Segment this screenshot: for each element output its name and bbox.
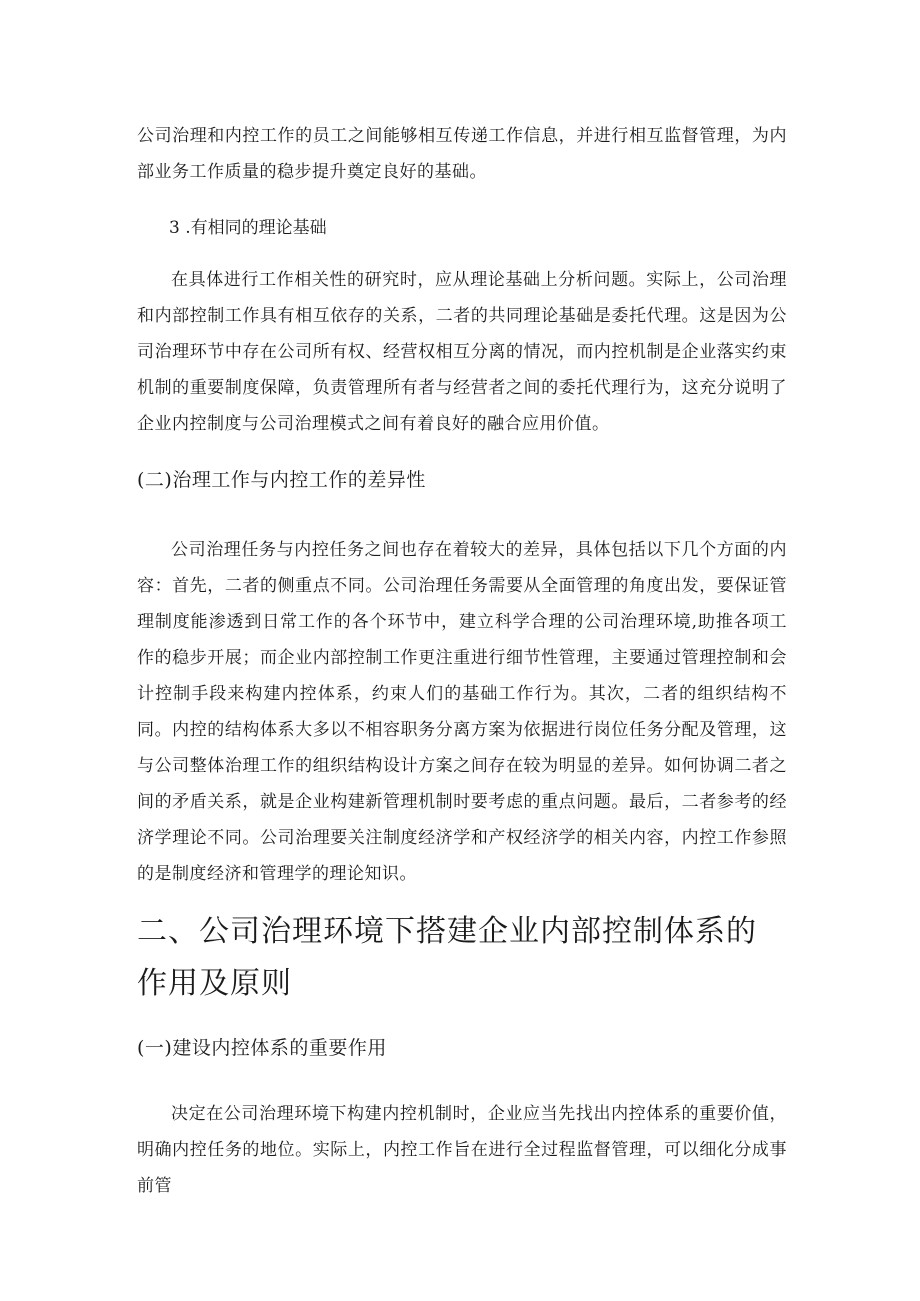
paragraph-intro: 公司治理和内控工作的员工之间能够相互传递工作信息，并进行相互监督管理，为内部业务工作质量的稳步提升奠定良好的基础。 [137,126,787,182]
heading-same-theory-basis: 3 .有相同的理论基础 [169,218,327,238]
paragraph-theory-basis: 在具体进行工作相关性的研究时，应从理论基础上分析问题。实际上，公司治理和内部控制工作具有相互依存的关系，二者的共同理论基础是委托代理。这是因为公司治理环节中存在公司所有权、经营权相互分离的情况，而内控机制是企业落实约束机制的重要制度保障，负责管理所有者与经营者之间的委托代理行为，这充分说明了企业内控制度与公司治理模式之间有着良好的融合应用价值。 [137,270,787,434]
heading-important-role: (一)建设内控体系的重要作用 [137,1037,387,1059]
heading-differences: (二)治理工作与内控工作的差异性 [137,469,426,491]
section-heading-2: 二、公司治理环境下搭建企业内部控制体系的作用及原则 [137,914,757,1001]
paragraph-important-role: 决定在公司治理环境下构建内控机制时，企业应当先找出内控体系的重要价值，明确内控任务的地位。实际上，内控工作旨在进行全过程监督管理，可以细化分成事前管 [137,1104,787,1196]
paragraph-differences: 公司治理任务与内控任务之间也存在着较大的差异，具体包括以下几个方面的内容：首先，二者的侧重点不同。公司治理任务需要从全面管理的角度出发，要保证管理制度能渗透到日常工作的各个环节中，建立科学合理的公司治理环境,助推各项工作的稳步开展；而企业内部控制工作更注重进行细节性管理，主要通过管理控制和会计控制手段来构建内控体系，约束人们的基础工作行为。其次，二者的组织结构不同。内控的结构体系大多以不相容职务分离方案为依据进行岗位任务分配及管理，这与公司整体治理工作的组织结构设计方案之间存在较为明显的差异。如何协调二者之间的矛盾关系，就是企业构建新管理机制时要考虑的重点问题。最后，二者参考的经济学理论不同。公司治理要关注制度经济学和产权经济学的相关内容，内控工作参照的是制度经济和管理学的理论知识。 [137,540,787,884]
